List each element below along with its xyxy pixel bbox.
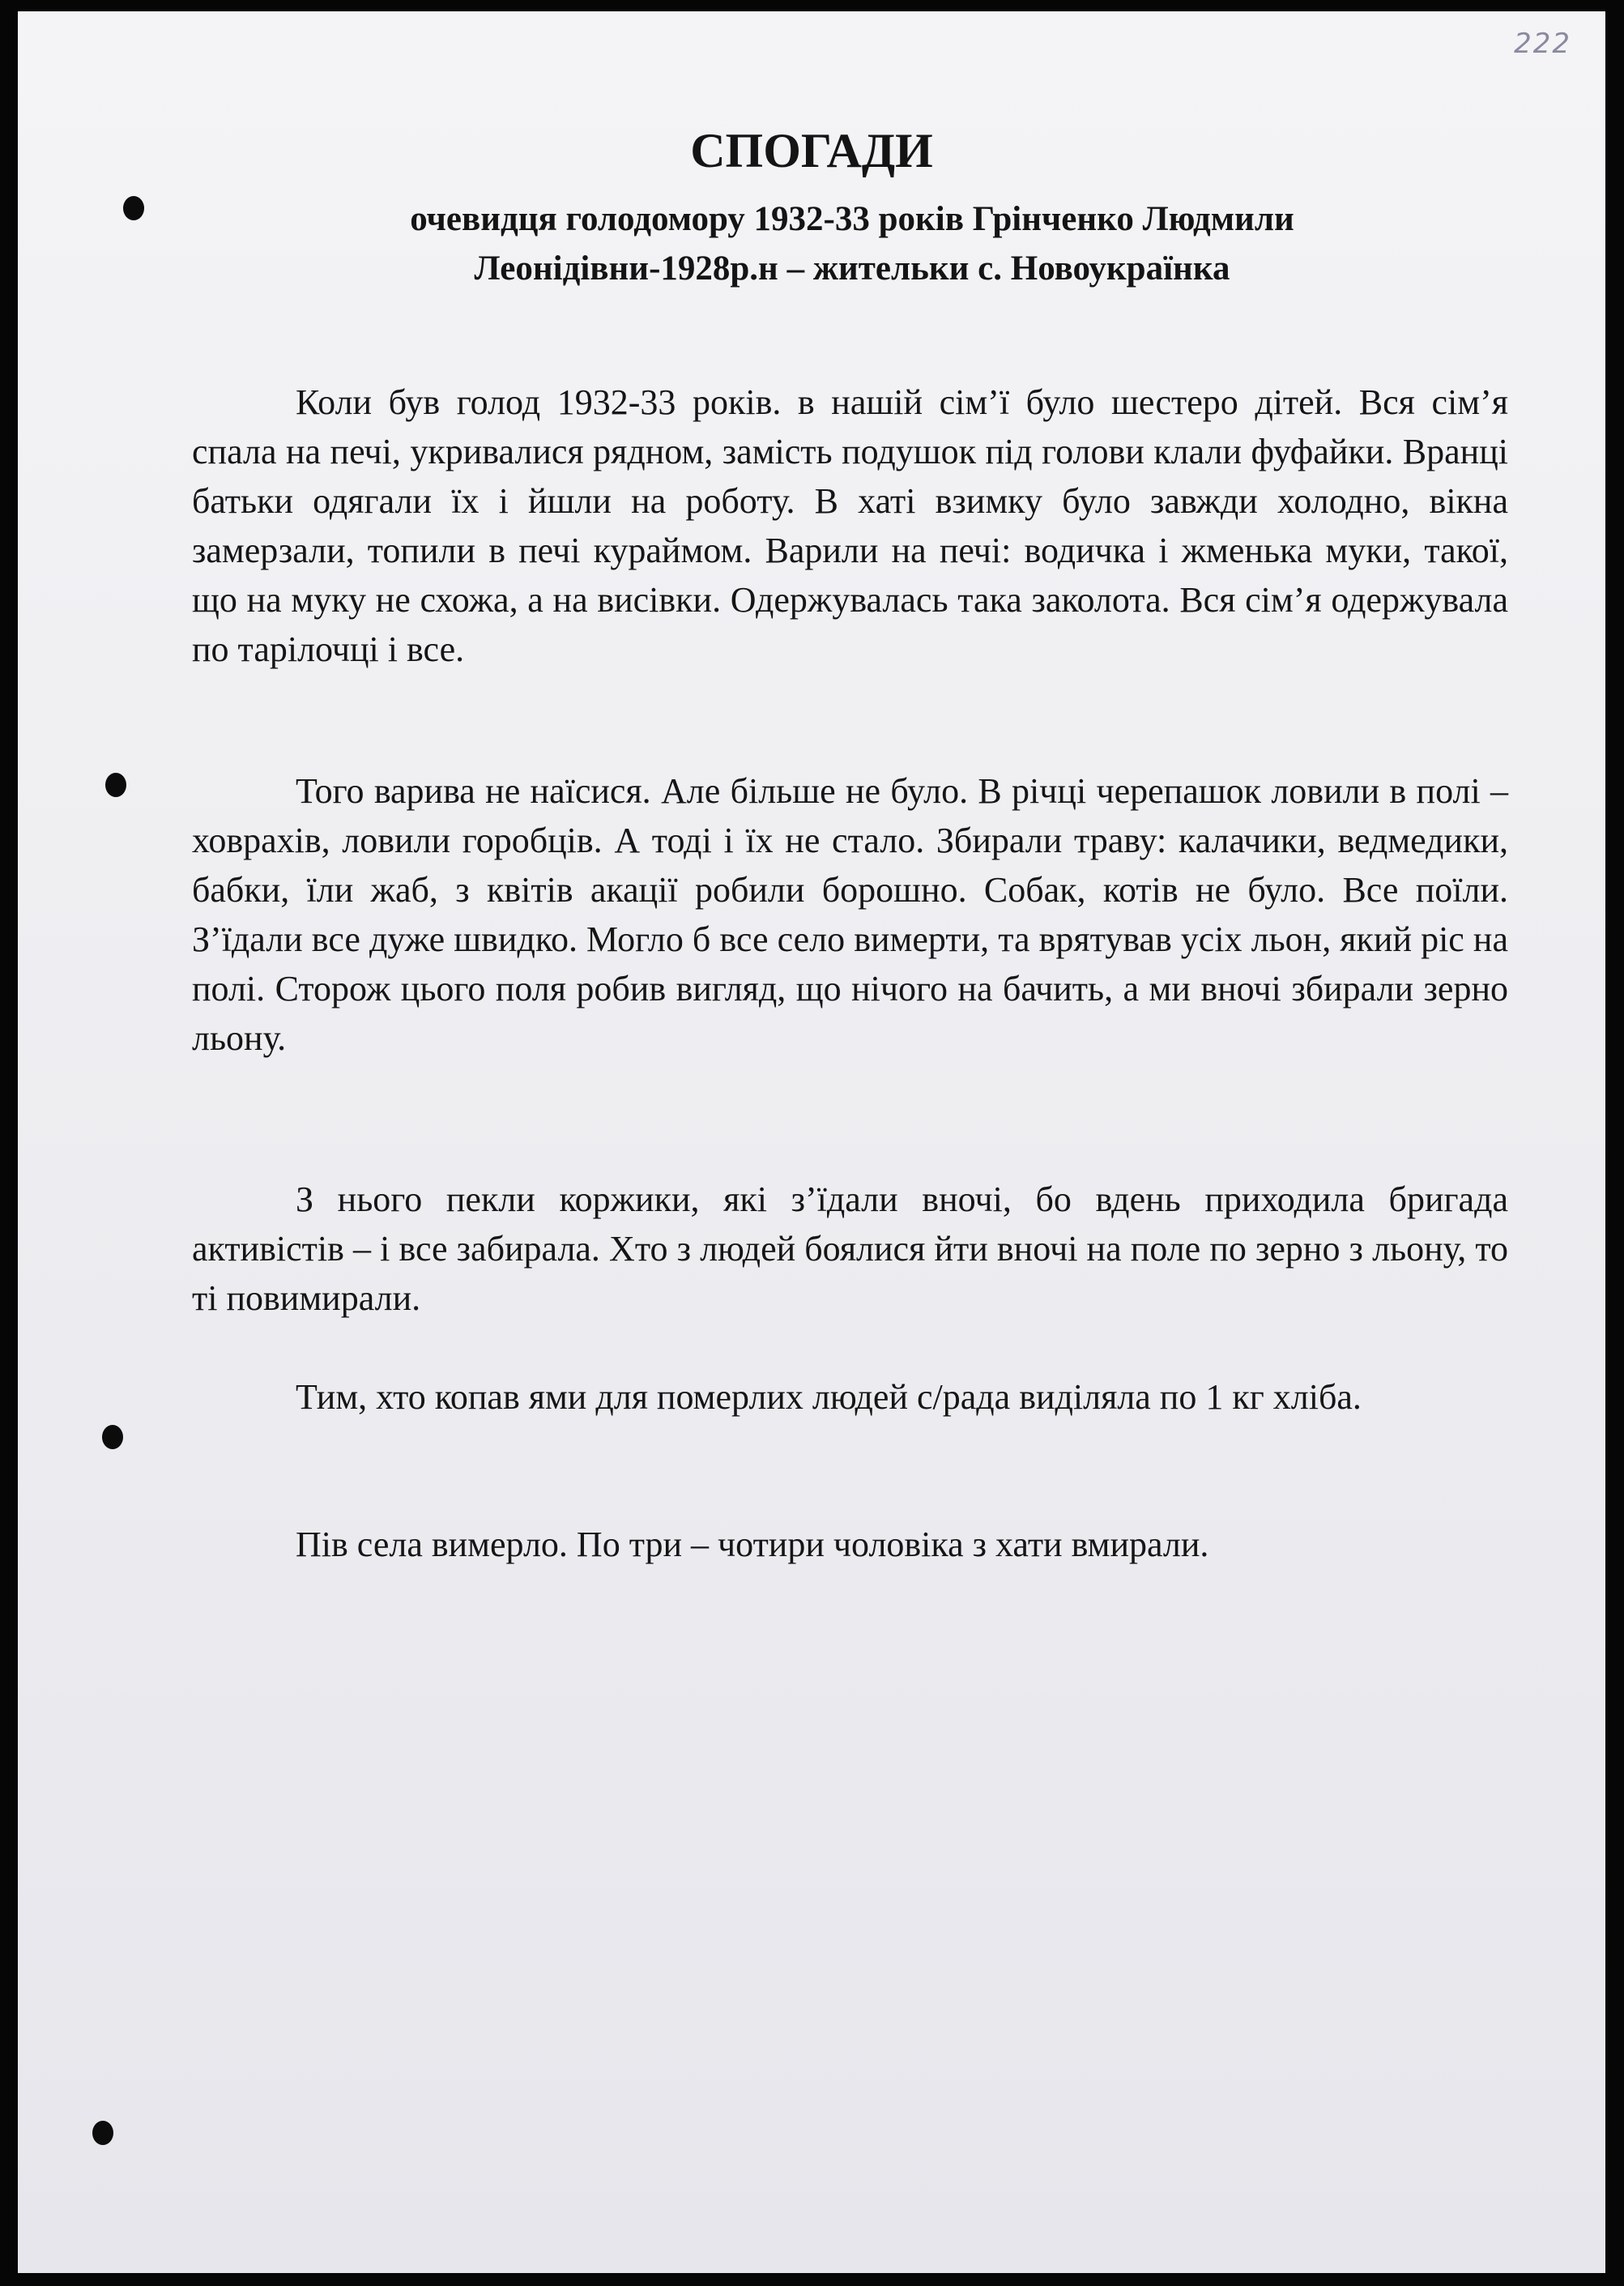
document-subtitle: очевидця голодомору 1932-33 років Грінченко Людмили Леонідівни-1928р.н – жительки с. Новоукраїнка [410,200,1294,288]
paragraph: З нього пекли коржики, які з’їдали вночі, бо вдень приходила бригада активістів – і все забирала. Хто з людей боялися йти вночі на поле по зерно з льону, то ті повимирали. [192,1179,1508,1318]
paragraph: Того варива не наїсися. Але більше не було. В річці черепашок ловили в полі – ховрахів, ловили горобців. А тоді і їх не стало. Збирали траву: калачики, ведмедики, бабки, їли жаб, з квітів акації робили борошно. Собак, котів не було. Все поїли. З’їдали все дуже швидко. Могло б все село вимерти, та врятував усіх льон, який ріс на полі. Сторож цього поля робив вигляд, що нічого на бачить, а ми вночі збирали зерно льону. [192,771,1508,1058]
punch-hole [102,1425,123,1449]
punch-hole [123,196,144,220]
document-page [18,11,1605,2273]
punch-hole [92,2121,113,2145]
paragraph: Тим, хто копав ями для померлих людей с/рада виділяла по 1 кг хліба. [296,1377,1362,1417]
paragraph: Пів села вимерло. По три – чотири чоловіка з хати вмирали. [296,1525,1209,1564]
punch-hole [105,773,126,797]
page-number: 222 [1514,28,1571,60]
paragraph: Коли був голод 1932-33 років. в нашій сім’ї було шестеро дітей. Вся сім’я спала на печі, укривалися рядном, замість подушок під голови клали фуфайки. Вранці батьки одягали їх і йшли на роботу. В хаті взимку було завжди холодно, вікна замерзали, топили в печі кураймом. Варили на печі: водичка і жменька муки, такої, що на муку не схожа, а на висівки. Одержувалась така заколота. Вся сім’я одержувала по тарілочці і все. [192,382,1508,669]
document-title: СПОГАДИ [690,124,933,177]
